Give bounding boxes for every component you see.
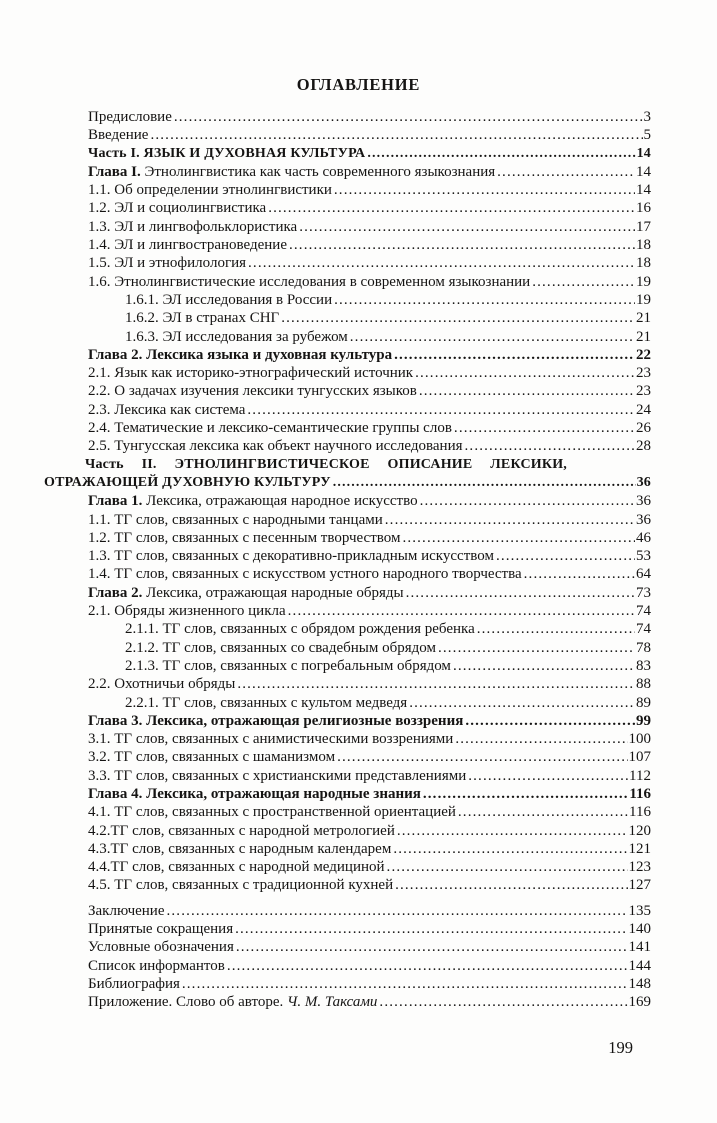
- dot-leader: [415, 364, 635, 382]
- toc-entry-title: [88, 803, 456, 821]
- dot-leader: [268, 199, 635, 217]
- toc-entry-text: 3.2. ТГ слов, связанных с шаманизмом: [88, 749, 336, 766]
- toc-entry-title: [125, 620, 475, 638]
- toc-entry: [88, 346, 651, 364]
- toc-entry: [88, 876, 651, 894]
- toc-entry-page: 24: [636, 401, 651, 418]
- toc-entry-text: 1.3. ЭЛ и лингвофольклористика: [88, 218, 298, 235]
- toc-entry-title: [88, 401, 245, 419]
- toc-entry-prefix: Глава I.: [88, 163, 141, 180]
- toc-entry: [88, 675, 651, 693]
- toc-entry-page: 18: [636, 255, 651, 272]
- toc-entry-text: 4.3.ТГ слов, связанных с народным календарем: [88, 840, 392, 857]
- toc-entry: [88, 748, 651, 766]
- dot-leader: [385, 511, 635, 529]
- toc-entry-text: 4.5. ТГ слов, связанных с традиционной кухней: [88, 877, 394, 894]
- toc-entry-title: [88, 547, 494, 565]
- toc-entry-text: 2.2. О задачах изучения лексики тунгусских языков: [88, 383, 417, 400]
- toc-entry-title: [88, 957, 225, 975]
- toc-entry-title: [88, 748, 335, 766]
- toc-entry: [125, 657, 651, 675]
- dot-leader: [406, 584, 635, 602]
- toc-entry-title: [88, 920, 233, 938]
- dot-leader: [337, 748, 627, 766]
- dot-leader: [397, 822, 628, 840]
- dot-leader: [174, 108, 643, 126]
- toc-entry: [88, 401, 651, 419]
- toc-entry: [88, 767, 651, 785]
- toc-entry-text: Список информантов: [88, 957, 225, 974]
- toc-entry-page: 135: [628, 902, 651, 919]
- dot-leader: [419, 382, 635, 400]
- dot-leader: [350, 328, 635, 346]
- dot-leader: [454, 419, 635, 437]
- dot-leader: [532, 273, 635, 291]
- toc-entry-text: Часть II. ЭТНОЛИНГВИСТИЧЕСКОЕ ОПИСАНИЕ ЛЕКСИКИ,: [85, 456, 567, 472]
- toc-entry-page: 28: [636, 438, 651, 455]
- toc-entry-title: [88, 492, 418, 510]
- toc-entry-text: 1.2. ТГ слов, связанных с песенным творчеством: [88, 529, 401, 546]
- dot-leader: [387, 858, 628, 876]
- toc-entry-text: Принятые сокращения: [88, 921, 234, 938]
- toc-entry-prefix: Глава 1.: [88, 493, 143, 510]
- toc-entry-text: Условные обозначения: [88, 939, 234, 956]
- dot-leader: [458, 803, 628, 821]
- toc-entry-title: [88, 712, 463, 730]
- toc-entry-title: [88, 902, 165, 920]
- toc-entry-text: 2.2.1. ТГ слов, связанных с культом медведя: [125, 694, 408, 711]
- toc-entry-title: [88, 840, 391, 858]
- toc-entry-page: 18: [636, 237, 651, 254]
- toc-entry-page: 74: [636, 603, 651, 620]
- toc-entry-text: 2.1.1. ТГ слов, связанных с обрядом рождения ребенка: [125, 621, 475, 638]
- toc-entry: [88, 840, 651, 858]
- toc-entry-title: [88, 108, 172, 126]
- toc-entry: [44, 474, 651, 492]
- toc-entry-page: 36: [636, 511, 651, 528]
- toc-entry-title: [44, 474, 331, 492]
- toc-entry-prefix: Глава 2.: [88, 584, 143, 601]
- toc-entry: [88, 511, 651, 529]
- toc-entry-page: 53: [636, 548, 651, 565]
- toc-entry-page: 100: [628, 731, 651, 748]
- toc-entry-text: 4.2.ТГ слов, связанных с народной метрологией: [88, 822, 395, 839]
- toc-entry-page: 78: [636, 639, 651, 656]
- toc-entry-page: 148: [628, 975, 651, 992]
- toc-entry-text: Лексика, отражающая народные обряды: [142, 584, 404, 601]
- dot-leader: [497, 163, 635, 181]
- folio-page-number: 199: [608, 1037, 633, 1057]
- toc-entry: [88, 529, 651, 547]
- toc-entry-text: Заключение: [88, 902, 165, 919]
- toc-entry-title: [88, 785, 421, 803]
- toc-entry-text: Приложение. Слово об авторе.: [88, 994, 287, 1011]
- toc-entry-title: [125, 694, 407, 712]
- toc-entry-title: [88, 938, 234, 956]
- toc-entry-page: 88: [636, 676, 651, 693]
- dot-leader: [420, 492, 635, 510]
- toc-entry-title: [88, 767, 466, 785]
- toc-entry-title: [88, 602, 286, 620]
- toc-entry: [88, 975, 651, 993]
- toc-entry-page: 121: [628, 840, 651, 857]
- toc-entry-page: 123: [628, 859, 651, 876]
- toc-entry-text: Глава 4. Лексика, отражающая народные знания: [88, 785, 421, 802]
- toc-entry: [88, 920, 651, 938]
- toc-entry-title: [125, 328, 348, 346]
- toc-entry: [88, 584, 651, 602]
- toc-entry: [125, 291, 651, 309]
- dot-leader: [248, 254, 635, 272]
- toc-entry-text: 1.6.2. ЭЛ в странах СНГ: [125, 310, 280, 327]
- toc-entry-page: 116: [629, 785, 651, 802]
- toc-entry: [88, 218, 651, 236]
- toc-entry: [88, 785, 651, 803]
- toc-entry: [88, 163, 651, 181]
- toc-entry-text: Глава 2. Лексика языка и духовная культура: [88, 346, 393, 363]
- toc-entry: [88, 602, 651, 620]
- toc-entry-text: 2.1.2. ТГ слов, связанных со свадебным обрядом: [125, 639, 436, 656]
- toc-entry-text: Библиография: [88, 975, 180, 992]
- dot-leader: [395, 876, 627, 894]
- toc-entry: [88, 382, 651, 400]
- dot-leader: [334, 181, 635, 199]
- toc-entry-text: 1.4. ТГ слов, связанных с искусством устного народного творчества: [88, 566, 522, 583]
- toc-entry-page: 14: [636, 182, 651, 199]
- toc-entry-page: 116: [629, 804, 651, 821]
- toc-entry: [88, 902, 651, 920]
- toc-entry: [88, 236, 651, 254]
- toc-entry-page: 73: [636, 584, 651, 601]
- toc-entry: [88, 273, 651, 291]
- toc-entry-page: 36: [636, 474, 651, 490]
- toc-entry-text: Часть I. ЯЗЫК И ДУХОВНАЯ КУЛЬТУРА: [88, 145, 366, 161]
- toc-entry-page: 89: [636, 694, 651, 711]
- toc-entry-title: [88, 419, 452, 437]
- toc-entry: [88, 803, 651, 821]
- dot-leader: [167, 902, 628, 920]
- toc-entry-title: [88, 145, 365, 163]
- toc-entry-text: Предисловие: [88, 109, 172, 125]
- dot-leader: [289, 236, 635, 254]
- dot-leader: [496, 547, 635, 565]
- toc-entry-text: 2.1. Обряды жизненного цикла: [88, 603, 286, 620]
- toc-entry-page: 14: [636, 163, 651, 180]
- toc-entry-title: [88, 511, 383, 529]
- page-title: ОГЛАВЛЕНИЕ: [296, 75, 421, 94]
- toc-entry: [88, 364, 651, 382]
- toc-entry-text: Глава 3. Лексика, отражающая религиозные воззрения: [88, 712, 464, 729]
- toc-entry-title: [88, 437, 463, 455]
- toc-entry: [88, 712, 651, 730]
- toc-entry-text: 2.1. Язык как историко-этнографический источник: [88, 365, 414, 382]
- dot-leader: [402, 529, 635, 547]
- toc-entry-title: [88, 993, 377, 1011]
- toc-entry-title: [88, 975, 180, 993]
- toc-entry-text: 2.1.3. ТГ слов, связанных с погребальным обрядом: [125, 657, 451, 674]
- toc-entry: [88, 938, 651, 956]
- toc-entry-page: 74: [636, 621, 651, 638]
- toc-entry-title: [88, 218, 297, 236]
- toc-entry-title: [88, 382, 417, 400]
- toc-entry-title: [88, 584, 404, 602]
- toc-entry-page: 36: [636, 493, 651, 510]
- toc-entry-page: 112: [629, 767, 651, 784]
- toc-entry-page: 140: [628, 921, 651, 938]
- toc-entry-text: 1.6.3. ЭЛ исследования за рубежом: [125, 328, 348, 345]
- toc-entry: [88, 547, 651, 565]
- toc-entry-text: 2.2. Охотничьи обряды: [88, 676, 236, 693]
- toc-entry: [88, 957, 651, 975]
- toc-entry-title: [88, 181, 332, 199]
- dot-leader: [334, 291, 635, 309]
- toc-entry-text: Введение: [88, 127, 149, 144]
- dot-leader: [299, 218, 635, 236]
- toc-entry-page: 144: [628, 957, 651, 974]
- toc-entry: [88, 730, 651, 748]
- dot-leader: [409, 694, 635, 712]
- toc-entry-text: 4.4.ТГ слов, связанных с народной медициной: [88, 859, 385, 876]
- toc-entry: [85, 456, 567, 474]
- toc-entry-page: 64: [636, 566, 651, 583]
- toc-entry-title: [88, 364, 413, 382]
- toc-entry: [125, 309, 651, 327]
- dot-leader: [182, 975, 628, 993]
- toc-list: [0, 108, 717, 1012]
- toc-entry-title: [88, 273, 530, 291]
- dot-leader: [465, 712, 635, 730]
- dot-leader: [367, 145, 635, 163]
- dot-leader: [453, 657, 635, 675]
- toc-entry-text: 3.1. ТГ слов, связанных с анимистическими воззрениями: [88, 731, 454, 748]
- toc-entry-page: 17: [636, 218, 651, 235]
- toc-entry: [88, 492, 651, 510]
- dot-leader: [423, 785, 628, 803]
- toc-entry-title: [88, 163, 495, 181]
- toc-entry-page: 14: [636, 145, 651, 161]
- toc-entry-title: [88, 822, 395, 840]
- toc-entry-title: [88, 126, 148, 144]
- toc-entry: [88, 126, 651, 144]
- toc-entry-text: 1.3. ТГ слов, связанных с декоративно-прикладным искусством: [88, 548, 494, 565]
- toc-entry-text: 2.3. Лексика как система: [88, 401, 246, 418]
- toc-entry-page: 99: [636, 712, 651, 729]
- toc-entry: [88, 199, 651, 217]
- toc-entry-title: [88, 675, 235, 693]
- toc-entry-title: [88, 529, 400, 547]
- toc-entry-page: 141: [628, 939, 651, 956]
- toc-entry: [88, 565, 651, 583]
- toc-entry-page: 19: [636, 273, 651, 290]
- toc-entry-title: [88, 346, 392, 364]
- toc-entry: [88, 419, 651, 437]
- toc-entry: [88, 108, 651, 126]
- toc-entry-page: 46: [636, 529, 651, 546]
- toc-entry: [125, 694, 651, 712]
- toc-entry-page: 16: [636, 200, 651, 217]
- toc-entry-title: [88, 565, 522, 583]
- dot-leader: [247, 401, 635, 419]
- dot-leader: [455, 730, 627, 748]
- toc-entry-page: 26: [636, 420, 651, 437]
- toc-entry-page: 120: [628, 822, 651, 839]
- toc-entry-title: [88, 199, 266, 217]
- dot-leader: [236, 938, 628, 956]
- dot-leader: [288, 602, 635, 620]
- toc-entry-page: 23: [636, 365, 651, 382]
- toc-entry: [125, 328, 651, 346]
- toc-entry-title: [125, 657, 451, 675]
- toc-entry: [88, 437, 651, 455]
- toc-entry-title: [88, 730, 453, 748]
- toc-entry-title: [88, 858, 385, 876]
- dot-leader: [379, 993, 627, 1011]
- dot-leader: [465, 437, 635, 455]
- toc-entry-page: 21: [636, 310, 651, 327]
- toc-entry-text: ОТРАЖАЮЩЕЙ ДУХОВНУЮ КУЛЬТУРУ: [44, 474, 331, 490]
- toc-entry-title: [125, 639, 436, 657]
- dot-leader: [394, 346, 635, 364]
- dot-leader: [237, 675, 635, 693]
- toc-entry: [88, 181, 651, 199]
- dot-leader: [393, 840, 627, 858]
- toc-entry: [88, 822, 651, 840]
- dot-leader: [468, 767, 628, 785]
- toc-entry-page: 22: [636, 346, 651, 363]
- toc-entry-text: 1.6. Этнолингвистические исследования в современном языкознании: [88, 273, 531, 290]
- dot-leader: [150, 126, 642, 144]
- toc-entry-title: [85, 457, 567, 472]
- toc-entry-page: 107: [628, 749, 651, 766]
- toc-entry-page: 169: [628, 994, 651, 1011]
- toc-entry-text: Лексика, отражающая народное искусство: [142, 493, 418, 510]
- toc-entry-page: 21: [636, 328, 651, 345]
- toc-entry: [125, 620, 651, 638]
- toc-entry-page: 127: [628, 877, 651, 894]
- toc-entry-page: 3: [643, 109, 651, 125]
- toc-entry-title: [88, 236, 287, 254]
- toc-entry-text: Этнолингвистика как часть современного языкознания: [140, 163, 496, 180]
- toc-entry-title: [125, 291, 332, 309]
- toc-entry-title: [88, 876, 393, 894]
- dot-leader: [524, 565, 635, 583]
- toc-entry-text: 3.3. ТГ слов, связанных с христианскими представлениями: [88, 767, 467, 784]
- toc-entry-text: 1.2. ЭЛ и социолингвистика: [88, 200, 267, 217]
- toc-entry-text: 4.1. ТГ слов, связанных с пространственной ориентацией: [88, 804, 456, 821]
- toc-entry: [88, 858, 651, 876]
- toc-entry-page: 5: [643, 127, 651, 144]
- toc-entry: [88, 145, 651, 163]
- toc-entry-page: 23: [636, 383, 651, 400]
- toc-entry: [88, 254, 651, 272]
- toc-entry-text: 1.4. ЭЛ и лингвострановедение: [88, 237, 287, 254]
- toc-entry-page: 83: [636, 657, 651, 674]
- toc-entry-text: 1.1. Об определении этнолингвистики: [88, 182, 332, 199]
- dot-leader: [477, 620, 635, 638]
- dot-leader: [438, 639, 635, 657]
- toc-entry-text: 1.5. ЭЛ и этнофилология: [88, 255, 247, 272]
- dot-leader: [281, 309, 635, 327]
- toc-entry-title: [88, 254, 246, 272]
- toc-entry: [88, 993, 651, 1011]
- dot-leader: [235, 920, 627, 938]
- dot-leader: [227, 957, 628, 975]
- toc-entry-author-italic: Ч. М. Таксами: [287, 994, 378, 1011]
- toc-entry: [125, 639, 651, 657]
- dot-leader: [333, 474, 636, 492]
- toc-entry-page: 19: [636, 291, 651, 308]
- toc-entry-text: 2.5. Тунгусская лексика как объект научного исследования: [88, 438, 463, 455]
- toc-entry-text: 2.4. Тематические и лексико-семантические группы слов: [88, 420, 452, 437]
- toc-entry-text: 1.6.1. ЭЛ исследования в России: [125, 291, 333, 308]
- toc-entry-title: [125, 309, 279, 327]
- toc-entry-text: 1.1. ТГ слов, связанных с народными танцами: [88, 511, 383, 528]
